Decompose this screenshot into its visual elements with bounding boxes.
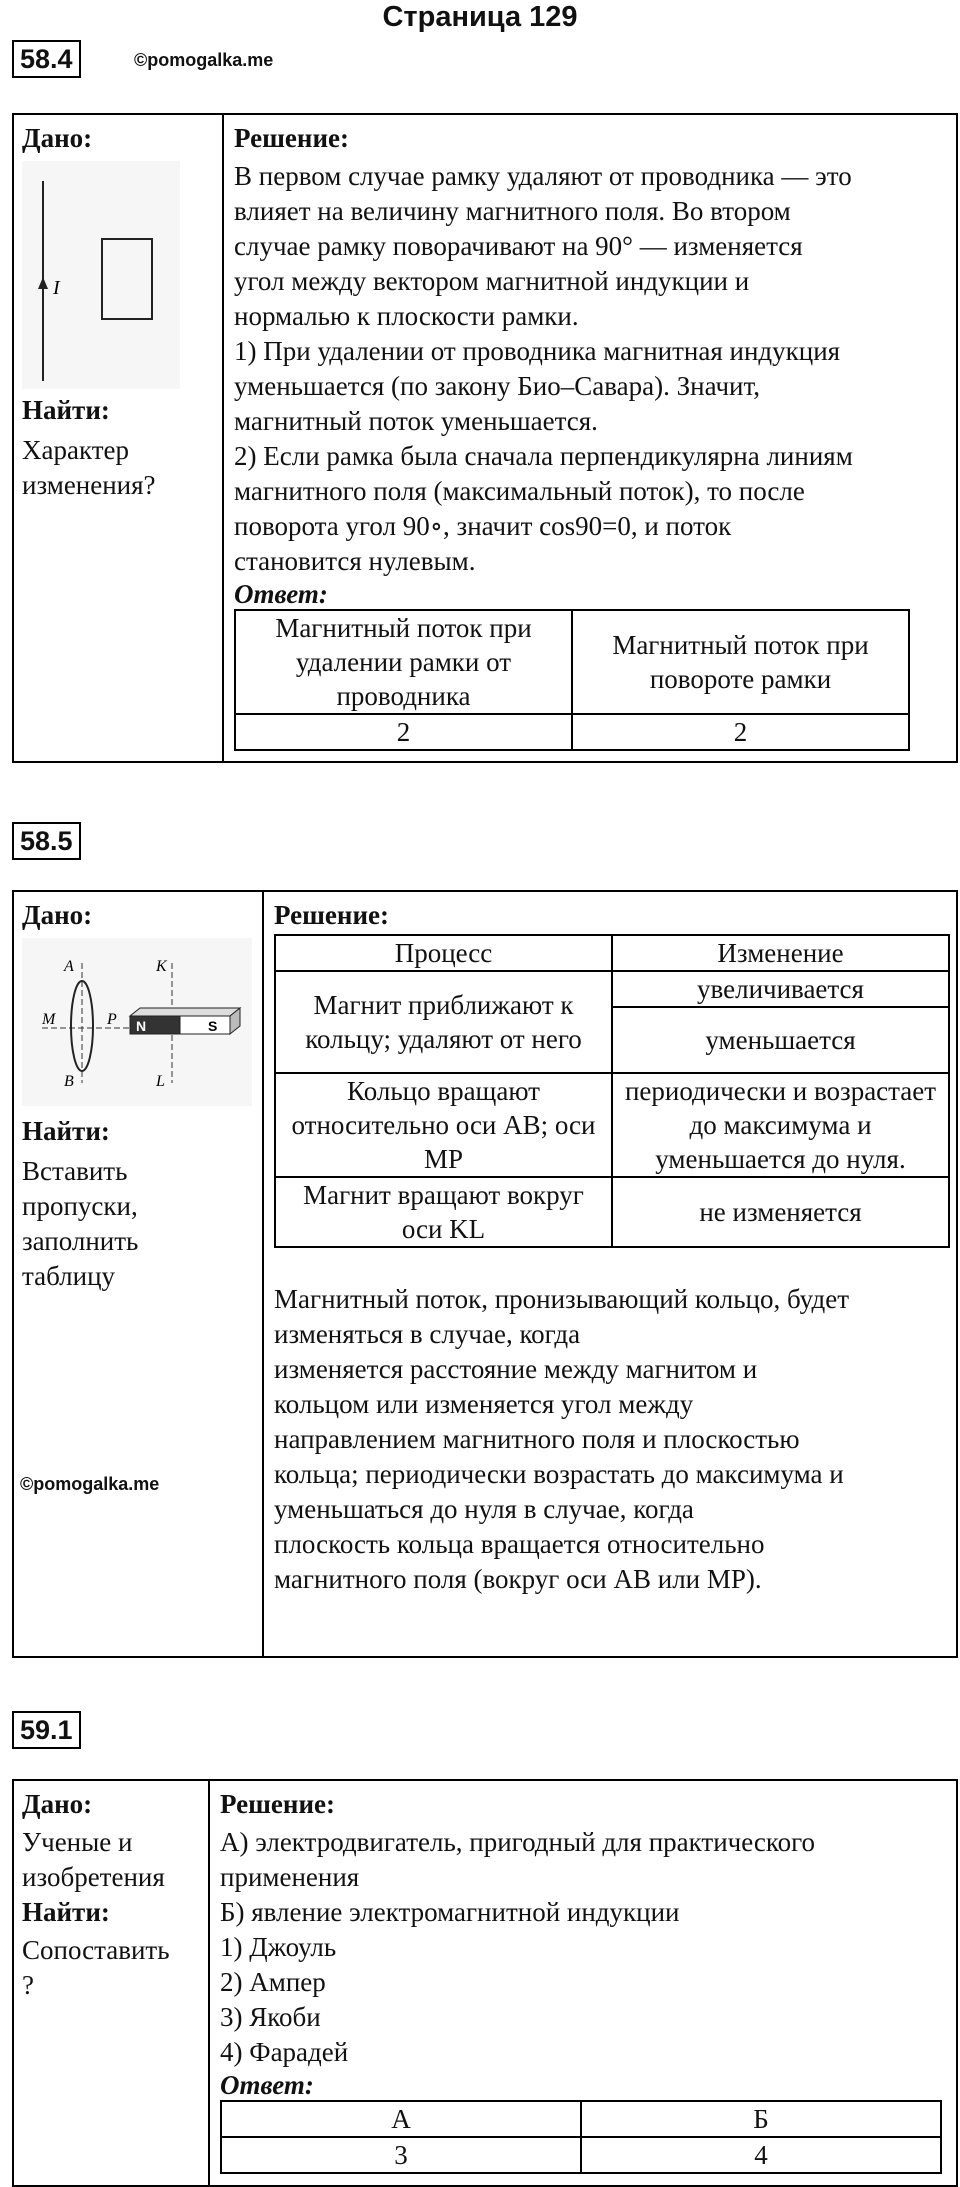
- fig-label-n: N: [136, 1018, 147, 1034]
- table-cell: 4: [581, 2137, 941, 2173]
- magnet-top: [130, 1008, 240, 1016]
- table-header-cell: Магнитный поток при удалении рамки от проводника: [235, 610, 572, 714]
- table-row: [235, 610, 909, 714]
- fig-label-p: P: [107, 1011, 117, 1028]
- table-cell: 2: [235, 714, 572, 750]
- fig-label-a: A: [64, 958, 74, 975]
- table-cell: 2: [572, 714, 909, 750]
- task-number: 59.1: [12, 1711, 81, 1749]
- task-59-1-block: [12, 1779, 958, 2187]
- find-text: Сопоставить ?: [22, 1935, 170, 2000]
- conclusion-text: Магнитный поток, пронизывающий кольцо, будет изменяться в случае, когда изменяется расстояние между магнитом и кольцом или изменяется угол между направлением магнитного поля и плоскостью кольца; периодически возрастать до максимума и уменьшаться до нуля в случае, когда плоскость кольца вращается относительно магнитного поля (вокруг оси AB или MP).: [274, 1284, 850, 1594]
- watermark: ©pomogalka.me: [20, 1474, 160, 1494]
- wire-and-frame-figure: [22, 161, 180, 389]
- frame-rect: [102, 239, 152, 319]
- table-cell: не изменяется: [612, 1177, 949, 1247]
- solution-text: В первом случае рамку удаляют от проводника — это влияет на величину магнитного поля. Во втором случае рамку поворачивают на 90° — изменяется угол между вектором магнитной индукции и нормалью к плоскости рамки. 1) При удалении от проводника магнитная индукция уменьшается (по закону Био–Савара). Значит, магнитный поток уменьшается. 2) Если рамка была сначала перпендикулярна линиям магнитного поля (максимальный поток), то после поворота угол 90∘, значит cos90=0, и поток становится нулевым.: [234, 161, 853, 576]
- table-cell: 3: [221, 2137, 581, 2173]
- table-header-cell: А: [221, 2101, 581, 2137]
- find-label: Найти:: [22, 395, 110, 425]
- given-text: Ученые и изобретения: [22, 1827, 165, 1892]
- answer-label: Ответ:: [234, 579, 328, 609]
- table-cell: Магнит вращают вокруг оси KL: [275, 1177, 612, 1247]
- table-row: [221, 2101, 941, 2137]
- table-cell: периодически и возрастает до максимума и уменьшается до нуля.: [612, 1073, 949, 1177]
- solution-column: [264, 892, 956, 1656]
- answer-table: [234, 609, 910, 751]
- given-label: Дано:: [22, 900, 93, 930]
- given-label: Дано:: [22, 1789, 93, 1819]
- fig-label-k: K: [156, 958, 167, 975]
- table-header-cell: Изменение: [612, 935, 949, 971]
- given-column: [14, 892, 264, 1656]
- find-label: Найти:: [22, 1116, 110, 1146]
- solution-column: [210, 1781, 956, 2185]
- find-text: Вставить пропуски, заполнить таблицу: [22, 1156, 139, 1291]
- ring-and-magnet-figure: [22, 938, 252, 1106]
- task-58-4-block: [12, 113, 958, 763]
- table-header-cell: Магнитный поток при повороте рамки: [572, 610, 909, 714]
- solution-label: Решение:: [274, 900, 389, 930]
- fig-label-b: B: [64, 1073, 74, 1090]
- fig-label-s: S: [208, 1018, 218, 1034]
- current-arrow-icon: [38, 277, 48, 289]
- task-number: 58.5: [12, 822, 81, 860]
- table-row: [275, 1073, 949, 1177]
- given-column: [14, 115, 224, 761]
- table-cell: увеличивается: [612, 971, 949, 1007]
- magnet-south: [180, 1016, 230, 1034]
- table-row: [275, 971, 949, 1007]
- solution-label: Решение:: [234, 123, 349, 153]
- solution-text: А) электродвигатель, пригодный для практического применения Б) явление электромагнитной индукции 1) Джоуль 2) Ампер 3) Якоби 4) Фарадей: [220, 1827, 816, 2067]
- table-row: [275, 1177, 949, 1247]
- given-column: [14, 1781, 210, 2185]
- fig-label-m: M: [42, 1011, 56, 1028]
- page-title: Страница 129: [382, 1, 578, 33]
- find-label: Найти:: [22, 1897, 110, 1927]
- solution-column: [224, 115, 956, 761]
- table-row: [235, 714, 909, 750]
- watermark: ©pomogalka.me: [134, 50, 274, 70]
- table-header-cell: Процесс: [275, 935, 612, 971]
- answer-label: Ответ:: [220, 2070, 314, 2100]
- table-cell: Кольцо вращают относительно оси АВ; оси МР: [275, 1073, 612, 1177]
- table-row: [275, 935, 949, 971]
- answer-table: [220, 2100, 942, 2174]
- table-header-cell: Б: [581, 2101, 941, 2137]
- task-58-5-block: [12, 890, 958, 1658]
- task-number: 58.4: [12, 40, 81, 78]
- fig-label-l: L: [156, 1073, 165, 1090]
- solution-label: Решение:: [220, 1789, 335, 1819]
- table-cell: Магнит приближают к кольцу; удаляют от него: [275, 971, 612, 1073]
- process-table: [274, 934, 950, 1248]
- current-label: I: [53, 277, 60, 299]
- table-cell: уменьшается: [612, 1007, 949, 1073]
- given-label: Дано:: [22, 123, 93, 153]
- find-text: Характер изменения?: [22, 435, 156, 500]
- table-row: [221, 2137, 941, 2173]
